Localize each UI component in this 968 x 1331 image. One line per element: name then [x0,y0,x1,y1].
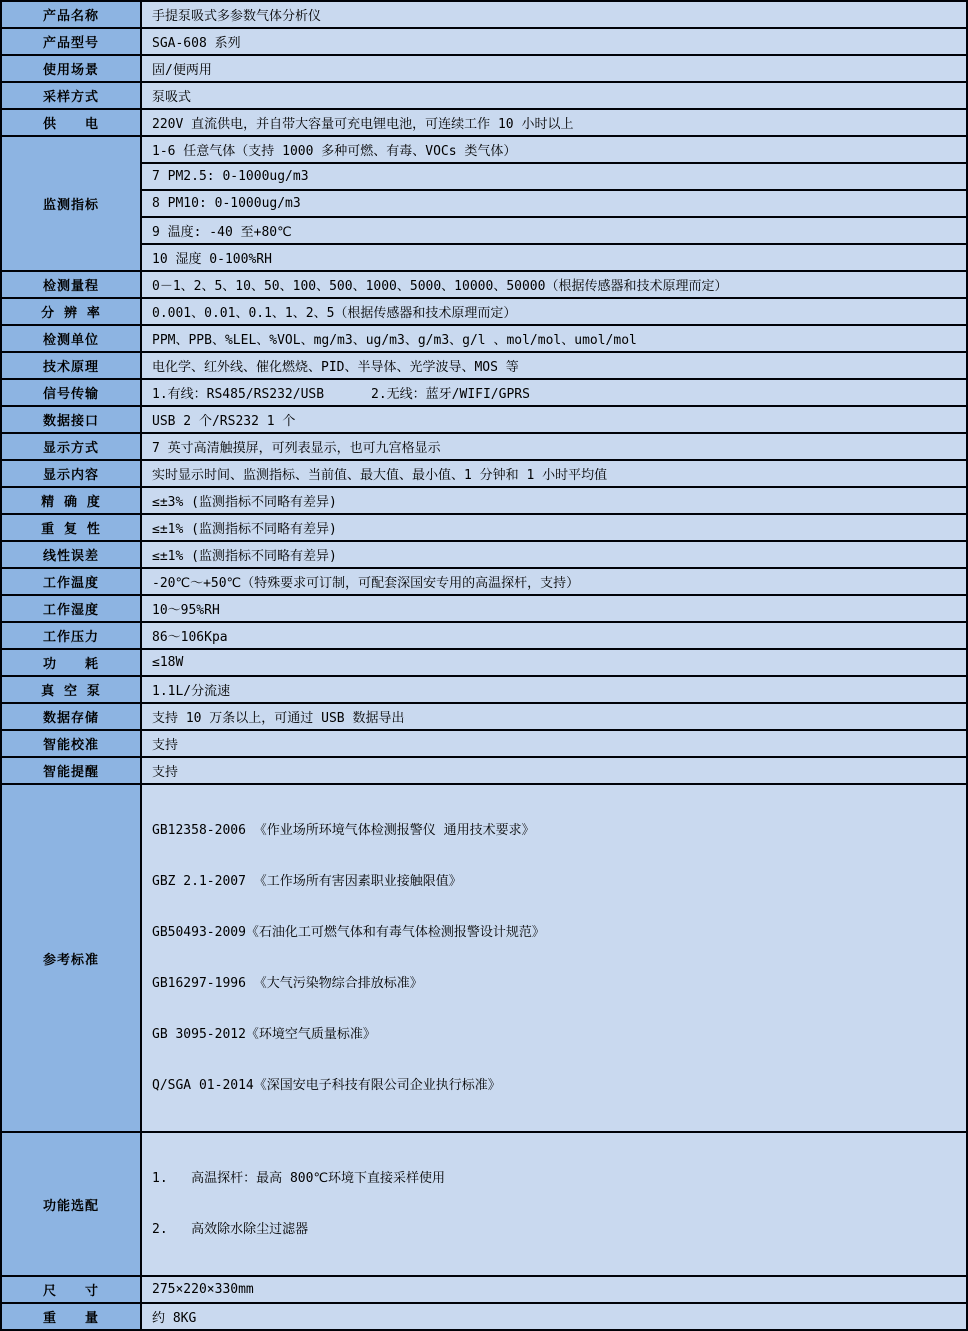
spec-value-display-mode: 7 英寸高清触摸屏，可列表显示，也可九宫格显示 [141,433,967,460]
spec-row-weight [1,1303,967,1330]
spec-value-pump: 1.1L/分流速 [141,676,967,703]
spec-label-linearity: 线性误差 [1,541,141,568]
spec-label-model: 产品型号 [1,28,141,55]
spec-row-power [1,109,967,136]
spec-value-work-pressure: 86～106Kpa [141,622,967,649]
spec-row-monitor-2 [1,163,967,190]
spec-row-pump [1,676,967,703]
spec-row-consumption [1,649,967,676]
spec-value-standards [141,784,967,1132]
spec-row-display-content [1,460,967,487]
spec-value-work-humidity: 10～95%RH [141,595,967,622]
standard-line: Q/SGA 01-2014《深国安电子科技有限公司企业执行标准》 [152,1078,501,1093]
spec-row-model [1,28,967,55]
spec-value-calibration: 支持 [141,730,967,757]
standard-line: GB12358-2006 《作业场所环境气体检测报警仪 通用技术要求》 [152,823,535,838]
spec-row-storage [1,703,967,730]
spec-row-interface [1,406,967,433]
spec-value-size: 275×220×330mm [141,1276,967,1303]
spec-row-monitor-5 [1,244,967,271]
standard-line: GB 3095-2012《环境空气质量标准》 [152,1027,376,1042]
spec-label-monitor: 监测指标 [1,136,141,271]
spec-value-work-temp: -20℃～+50℃（特殊要求可订制，可配套深国安专用的高温探杆，支持） [141,568,967,595]
optional-line: 2. 高效除水除尘过滤器 [152,1222,309,1237]
spec-label-size: 尺 寸 [1,1276,141,1303]
spec-row-principle [1,352,967,379]
spec-value-consumption: ≤18W [141,649,967,676]
spec-value-sampling: 泵吸式 [141,82,967,109]
spec-value-optional [141,1132,967,1276]
spec-value-reminder: 支持 [141,757,967,784]
spec-value-resolution: 0.001、0.01、0.1、1、2、5（根据传感器和技术原理而定） [141,298,967,325]
spec-label-interface: 数据接口 [1,406,141,433]
spec-value-model: SGA-608 系列 [141,28,967,55]
spec-row-work-pressure [1,622,967,649]
standard-line: GBZ 2.1-2007 《工作场所有害因素职业接触限值》 [152,874,462,889]
spec-value-monitor-2: 7 PM2.5: 0-1000ug/m3 [141,163,967,190]
spec-label-units: 检测单位 [1,325,141,352]
spec-value-repeatability: ≤±1% (监测指标不同略有差异) [141,514,967,541]
spec-label-consumption: 功 耗 [1,649,141,676]
spec-row-signal [1,379,967,406]
spec-value-monitor-3: 8 PM10: 0-1000ug/m3 [141,190,967,217]
spec-value-power: 220V 直流供电，并自带大容量可充电锂电池，可连续工作 10 小时以上 [141,109,967,136]
spec-label-signal: 信号传输 [1,379,141,406]
spec-label-power: 供 电 [1,109,141,136]
spec-label-work-humidity: 工作湿度 [1,595,141,622]
spec-row-product-name [1,1,967,28]
spec-value-accuracy: ≤±3% (监测指标不同略有差异) [141,487,967,514]
spec-label-work-temp: 工作温度 [1,568,141,595]
spec-row-reminder [1,757,967,784]
spec-value-range: 0－1、2、5、10、50、100、500、1000、5000、10000、50000（根据传感器和技术原理而定） [141,271,967,298]
spec-label-product-name: 产品名称 [1,1,141,28]
spec-row-range [1,271,967,298]
spec-row-monitor-1 [1,136,967,163]
spec-row-repeatability [1,514,967,541]
spec-label-standards: 参考标准 [1,784,141,1132]
spec-label-storage: 数据存储 [1,703,141,730]
spec-value-weight: 约 8KG [141,1303,967,1330]
spec-value-storage: 支持 10 万条以上，可通过 USB 数据导出 [141,703,967,730]
spec-value-scenario: 固/便两用 [141,55,967,82]
spec-label-calibration: 智能校准 [1,730,141,757]
spec-row-scenario [1,55,967,82]
spec-row-work-humidity [1,595,967,622]
spec-value-interface: USB 2 个/RS232 1 个 [141,406,967,433]
spec-row-linearity [1,541,967,568]
spec-label-repeatability: 重 复 性 [1,514,141,541]
spec-label-reminder: 智能提醒 [1,757,141,784]
spec-label-scenario: 使用场景 [1,55,141,82]
spec-label-accuracy: 精 确 度 [1,487,141,514]
spec-row-monitor-4 [1,217,967,244]
spec-row-display-mode [1,433,967,460]
spec-row-resolution [1,298,967,325]
spec-row-calibration [1,730,967,757]
spec-value-units: PPM、PPB、%LEL、%VOL、mg/m3、ug/m3、g/m3、g/l 、mol/mol、umol/mol [141,325,967,352]
spec-value-product-name: 手提泵吸式多参数气体分析仪 [141,1,967,28]
spec-label-pump: 真 空 泵 [1,676,141,703]
standard-line: GB50493-2009《石油化工可燃气体和有毒气体检测报警设计规范》 [152,925,545,940]
spec-row-units [1,325,967,352]
spec-label-resolution: 分 辨 率 [1,298,141,325]
spec-value-signal: 1.有线：RS485/RS232/USB 2.无线：蓝牙/WIFI/GPRS [141,379,967,406]
spec-label-range: 检测量程 [1,271,141,298]
spec-value-monitor-5: 10 湿度 0-100%RH [141,244,967,271]
spec-label-display-mode: 显示方式 [1,433,141,460]
spec-label-principle: 技术原理 [1,352,141,379]
spec-label-sampling: 采样方式 [1,82,141,109]
spec-value-linearity: ≤±1% (监测指标不同略有差异) [141,541,967,568]
spec-row-optional [1,1132,967,1276]
spec-label-work-pressure: 工作压力 [1,622,141,649]
standard-line: GB16297-1996 《大气污染物综合排放标准》 [152,976,423,991]
spec-label-display-content: 显示内容 [1,460,141,487]
spec-row-monitor-3 [1,190,967,217]
spec-row-sampling [1,82,967,109]
spec-row-work-temp [1,568,967,595]
spec-value-display-content: 实时显示时间、监测指标、当前值、最大值、最小值、1 分钟和 1 小时平均值 [141,460,967,487]
spec-value-principle: 电化学、红外线、催化燃烧、PID、半导体、光学波导、MOS 等 [141,352,967,379]
spec-row-accuracy [1,487,967,514]
spec-value-monitor-4: 9 温度: -40 至+80℃ [141,217,967,244]
spec-label-weight: 重 量 [1,1303,141,1330]
optional-line: 1. 高温探杆：最高 800℃环境下直接采样使用 [152,1171,446,1186]
spec-value-monitor-1: 1-6 任意气体（支持 1000 多种可燃、有毒、VOCs 类气体） [141,136,967,163]
spec-label-optional: 功能选配 [1,1132,141,1276]
spec-row-standards [1,784,967,1132]
spec-row-size [1,1276,967,1303]
